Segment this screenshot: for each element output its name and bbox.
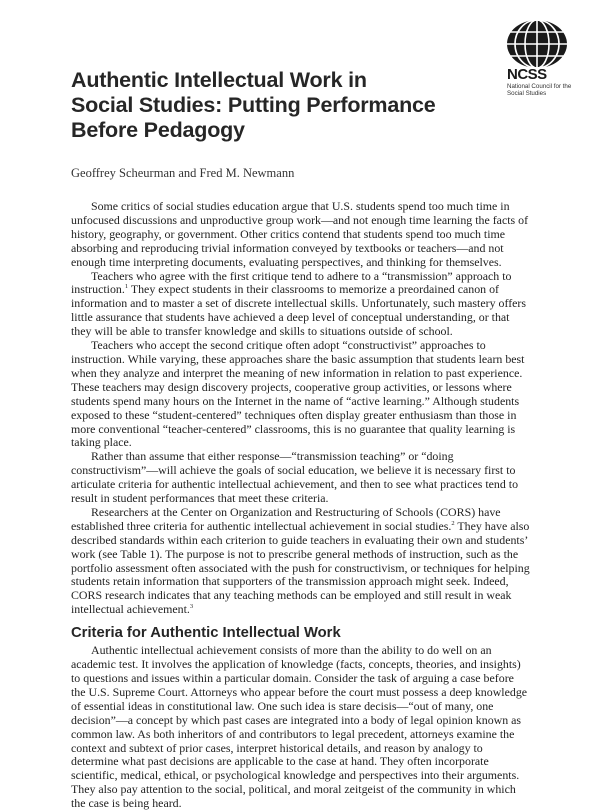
paragraph-5-mid: They have also described standards within each criterion to guide teachers in evaluating their own and students’ work (see Table 1). The purpose is not to prescribe general methods of instruction, such as the portfolio assessment often associated with the push for constructivism, or techniques for helping students retain information that supporters of the transmission approach might seek. Indeed, CORS research indicates that any teaching methods can be employed and still result in weak intellectual achievement. [71, 518, 530, 617]
footnote-1: 1 [124, 283, 129, 291]
ncss-logo [505, 18, 577, 97]
paragraph-5 [71, 506, 531, 617]
globe-icon [505, 18, 569, 70]
paragraph-4: Rather than assume that either response—“transmission teaching” or “doing constructivism”—will achieve the goals of social education, we believe it is necessary first to articulate criteria for authentic intellectual achievement, and then to see what practices tend to result in student performances that meet these criteria. [71, 449, 519, 506]
paragraph-2-rest: They expect students in their classrooms to memorize a preordained canon of information and to master a set of discrete intellectual skills. Unfortunately, such mastery offers little assurance that students have achieved a deep level of conceptual understanding, or that they will be able to transfer knowledge and skills to situations outside of school. [71, 282, 527, 339]
paragraph-1: Some critics of social studies education argue that U.S. students spend too much time in unfocused discussions and unproductive group work—and not enough time learning the facts of history, geography, or government. Other critics contend that students spend too much time absorbing and reproducing trivial information conveyed by textbooks or teachers—and not enough time interpreting documents, evaluating perspectives, and thinking for themselves. [71, 199, 529, 269]
paragraph-5-text: Researchers at the Center on Organization and Restructuring of Schools (CORS) have established three criteria for authentic intellectual achievement in social studies. [71, 504, 501, 533]
footnote-2: 2 [451, 519, 455, 527]
paragraph-2-text: Teachers who agree with the first critique tend to adhere to a “transmission” approach to instruction. [71, 268, 512, 297]
paragraph-2 [71, 270, 531, 340]
article-authors: Geoffrey Scheurman and Fred M. Newmann [71, 166, 295, 180]
section-heading: Criteria for Authentic Intellectual Work [71, 625, 341, 642]
title-line-2: Social Studies: Putting Performance [71, 93, 436, 117]
section-paragraph-1: Authentic intellectual achievement consists of more than the ability to do well on an academic test. It involves the application of knowledge (facts, concepts, theories, and insights) to questions and issues within a particular domain. Consider the task of arguing a case before the U.S. Supreme Court. Attorneys who appear before the court must possess a deep knowledge of essential ideas in constitutional law. One such idea is stare decisis—“out of many, one decision”—a concept by which past cases are integrated into a body of legal opinion known as common law. As both inheritors of and contributors to legal precedent, attorneys examine the context and subtext of prior cases, interpret historical details, and reason by analogy to determine what past decisions are applicable to the case at hand. They often incorporate scientific, medical, ethical, or psychological knowledge and perspectives into their arguments. They also pay attention to the social, political, and moral zeitgeist of the community in which the case is being heard. [71, 643, 528, 811]
article-body [71, 200, 531, 811]
article-title [71, 68, 471, 143]
title-line-3: Before Pedagogy [71, 118, 245, 142]
logo-name: NCSS [507, 66, 547, 83]
title-line-1: Authentic Intellectual Work in [71, 68, 367, 92]
logo-subtitle: National Council for the Social Studies [507, 83, 572, 97]
footnote-3: 3 [189, 603, 194, 611]
paragraph-3: Teachers who accept the second critique often adopt “constructivist” approaches to instruction. While varying, these approaches share the basic assumption that students learn best when they analyze and interpret the meaning of new information in relation to past experience. These teachers may design discovery projects, cooperative group activities, or lessons where students spend many hours on the Internet in the name of “active learning.” Although students exposed to these “student-centered” techniques often display greater enthusiasm than those in more conventional “teacher-centered” classrooms, this is no guarantee that quality learning is taking place. [71, 338, 525, 450]
